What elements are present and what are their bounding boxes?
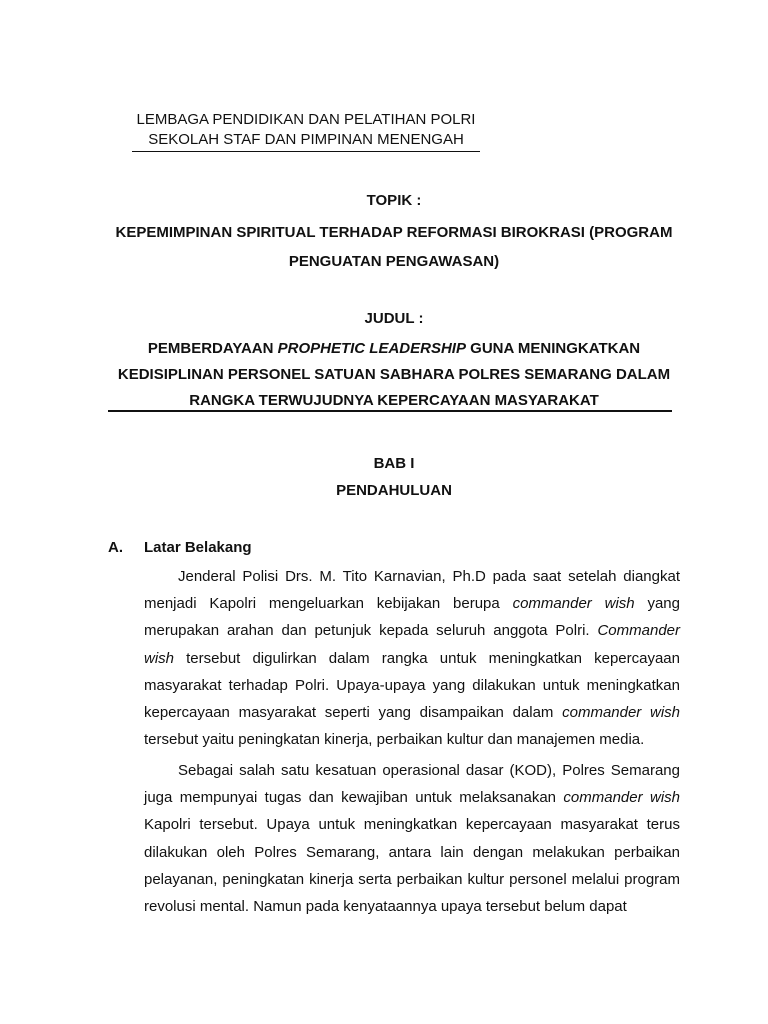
judul-line-1-italic: PROPHETIC LEADERSHIP <box>277 340 466 357</box>
judul-line-1 <box>108 336 680 362</box>
judul-line-2: KEDISIPLINAN PERSONEL SATUAN SABHARA POLRES SEMARANG DALAM <box>117 366 671 383</box>
p2-italic-1: commander wish <box>563 789 680 807</box>
judul-label: JUDUL : <box>364 310 424 327</box>
p2-text-2: Kapolri tersebut. Upaya untuk meningkatkan kepercayaan masyarakat terus dilakukan oleh Polres Semarang, antara lain dengan melakukan perbaikan pelayanan, peningkatan kinerja serta perbaikan kultur personel melalui program revolusi mental. Namun pada kenyataannya upaya tersebut belum dapat <box>144 816 680 916</box>
institution-name: LEMBAGA PENDIDIKAN DAN PELATIHAN POLRI <box>136 111 476 128</box>
topik-label: TOPIK : <box>366 192 422 209</box>
p1-text-3: tersebut digulirkan dalam rangka untuk meningkatkan kepercayaan masyarakat terhadap Polri. Upaya-upaya yang dilakukan untuk meningkatkan kepercayaan masyarakat seperti yang disampaikan dalam <box>144 649 680 722</box>
topik-text <box>108 218 680 276</box>
judul-line-3: RANGKA TERWUJUDNYA KEPERCAYAAN MASYARAKAT <box>189 392 599 409</box>
p1-text-2: yang merupakan arahan dan petunjuk kepada seluruh anggota Polri. <box>144 595 680 640</box>
p1-italic-2: Commander wish <box>144 622 680 667</box>
p1-text-1: Jenderal Polisi Drs. M. Tito Karnavian, Ph.D pada saat setelah diangkat menjadi Kapolri mengeluarkan kebijakan berupa <box>144 568 680 613</box>
topik-line-1: KEPEMIMPINAN SPIRITUAL TERHADAP REFORMASI BIROKRASI (PROGRAM <box>115 224 673 241</box>
institution-header <box>132 110 480 152</box>
section-letter: A. <box>108 539 123 556</box>
chapter-title: PENDAHULUAN <box>336 482 452 499</box>
section-title: Latar Belakang <box>144 539 252 556</box>
p1-italic-3: commander wish <box>562 704 680 722</box>
judul-text <box>108 336 680 414</box>
section-heading <box>108 539 252 556</box>
judul-line-1-a: PEMBERDAYAAN <box>147 340 278 357</box>
p2-text-1: Sebagai salah satu kesatuan operasional dasar (KOD), Polres Semarang juga mempunyai tugas dan kewajiban untuk melaksanakan <box>144 762 680 807</box>
p1-italic-1: commander wish <box>512 595 635 613</box>
judul-underline <box>108 410 672 412</box>
p1-text-4: tersebut yaitu peningkatan kinerja, perbaikan kultur dan manajemen media. <box>144 731 645 749</box>
topik-line-2: PENGUATAN PENGAWASAN) <box>288 253 500 270</box>
paragraph-2 <box>144 757 680 920</box>
chapter-number: BAB I <box>373 455 415 472</box>
paragraph-1 <box>144 563 680 753</box>
judul-line-1-c: GUNA MENINGKATKAN <box>465 340 641 357</box>
institution-school: SEKOLAH STAF DAN PIMPINAN MENENGAH <box>132 130 480 152</box>
